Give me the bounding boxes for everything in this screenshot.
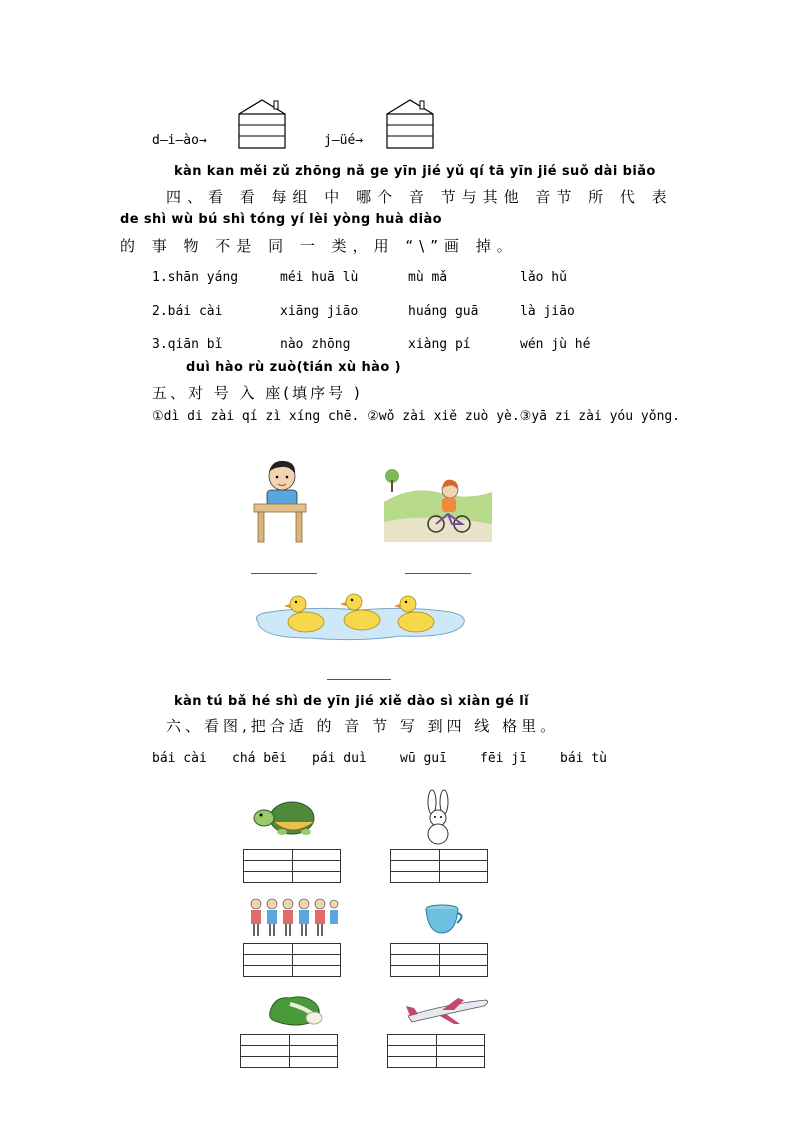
bike-riding-icon — [384, 464, 492, 542]
word-bank-item: pái duì — [312, 751, 367, 766]
four-line-grid-turtle[interactable] — [243, 849, 341, 883]
answer-line-2[interactable] — [405, 573, 471, 574]
house-icon-1 — [238, 98, 286, 150]
q4-option: 1.shān yáng — [152, 270, 239, 285]
q4-heading-line2: 的 事 物 不是 同 一 类，用 “\”画 掉。 — [120, 237, 518, 255]
ducks-swimming-icon — [250, 592, 470, 644]
four-line-grid-kids[interactable] — [243, 943, 341, 977]
q6-heading: 六、看图,把合适 的 音 节 写 到四 线 格里。 — [166, 717, 560, 735]
four-line-grid-cup[interactable] — [390, 943, 488, 977]
q5-options: ①dì di zài qí zì xíng chē. ②wǒ zài xiě zuò yè.③yā zi zài yóu yǒng. — [152, 409, 681, 424]
q5-pinyin: duì hào rù zuò(tián xù hào ) — [186, 360, 401, 375]
airplane-icon — [406, 996, 490, 1026]
q5-heading: 五、对 号 入 座(填序号 ) — [152, 384, 363, 402]
q6-pinyin: kàn tú bǎ hé shì de yīn jié xiě dào sì xiàn gé lǐ — [174, 694, 529, 709]
q4-option: wén jù hé — [520, 337, 591, 352]
four-line-grid-airplane[interactable] — [387, 1034, 485, 1068]
four-line-grid-cabbage[interactable] — [240, 1034, 338, 1068]
q4-option: xiàng pí — [408, 337, 471, 352]
q4-option: nào zhōng — [280, 337, 351, 352]
cabbage-icon — [266, 992, 324, 1028]
house-label-2: j—üé→ — [324, 133, 364, 148]
q4-heading-line1: 四、看 看 每组 中 哪个 音 节与其他 音节 所 代 表 — [166, 188, 673, 206]
four-line-grid-rabbit[interactable] — [390, 849, 488, 883]
q4-option: huáng guā — [408, 304, 479, 319]
kids-in-line-icon — [246, 896, 338, 938]
q4-option: là jiāo — [520, 304, 575, 319]
q4-option: mù mǎ — [408, 270, 448, 285]
q4-pinyin-line2: de shì wù bú shì tóng yí lèi yòng huà diào — [120, 212, 442, 227]
boy-writing-icon — [252, 458, 308, 544]
q4-option: xiāng jiāo — [280, 304, 359, 319]
q4-pinyin-line1: kàn kan měi zǔ zhōng nǎ ge yīn jié yǔ qí tā yīn jié suǒ dài biǎo — [174, 164, 656, 179]
q4-option: lǎo hǔ — [520, 270, 567, 285]
house-icon-2 — [386, 98, 434, 150]
answer-line-1[interactable] — [251, 573, 317, 574]
word-bank-item: fēi jī — [480, 751, 527, 766]
house-label-1: d—i—ào→ — [152, 133, 207, 148]
rabbit-icon — [418, 790, 458, 846]
teacup-icon — [424, 903, 464, 937]
q4-option: 3.qiān bǐ — [152, 337, 223, 352]
word-bank-item: chá bēi — [232, 751, 287, 766]
answer-line-3[interactable] — [327, 679, 391, 680]
q4-option: 2.bái cài — [152, 304, 223, 319]
turtle-icon — [252, 796, 318, 838]
q4-option: méi huā lù — [280, 270, 359, 285]
word-bank-item: wū guī — [400, 751, 447, 766]
word-bank-item: bái cài — [152, 751, 207, 766]
word-bank-item: bái tù — [560, 751, 607, 766]
